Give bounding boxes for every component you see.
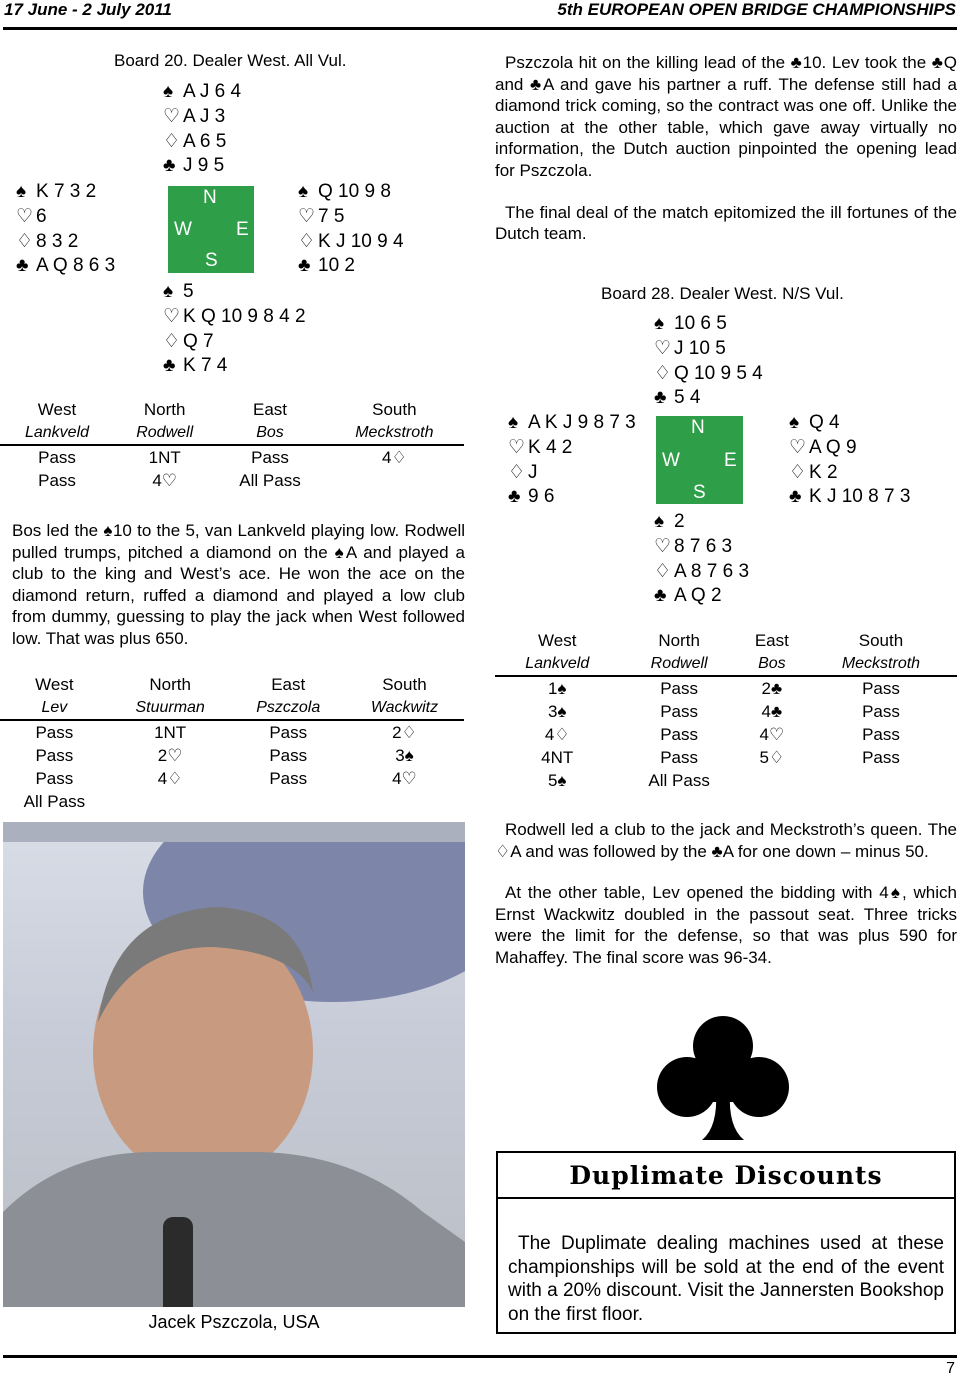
auction-row [495, 746, 957, 769]
board20-title: Board 20. Dealer West. All Vul. [114, 51, 347, 70]
board20-east-hand [298, 180, 404, 279]
auction-row [0, 469, 464, 492]
suit-row: ♡ K Q 10 9 8 4 2 [163, 305, 306, 330]
suit-row: ♣ A Q 2 [654, 584, 749, 609]
bid: 5♢ [759, 747, 785, 767]
footer-rule [3, 1355, 957, 1358]
header-rule [3, 27, 957, 30]
auction-players-row [0, 421, 464, 445]
suit-row: ♣ 9 6 [508, 485, 636, 510]
auction-row [495, 723, 957, 746]
bid: Pass [38, 470, 76, 490]
suit-row: ♢ A 8 7 6 3 [654, 560, 749, 585]
suit-row: ♡ J 10 5 [654, 337, 763, 362]
bid: 2♢ [392, 722, 417, 742]
club-icon: ♣ [163, 155, 176, 177]
auction-players-row [495, 652, 957, 676]
club-icon: ♣ [789, 486, 802, 508]
suit-row: ♢ K 2 [789, 461, 910, 486]
compass-n: N [691, 417, 705, 438]
auction-table-1 [0, 398, 464, 492]
col-west: West [37, 399, 77, 419]
bid: Pass [660, 724, 699, 744]
player-east: Pszczola [232, 696, 345, 720]
spade-icon: ♠ [654, 511, 665, 532]
bid: 4NT [541, 747, 574, 767]
bid: Pass [862, 747, 900, 767]
heart-icon: ♡ [298, 205, 316, 227]
bid [805, 769, 957, 792]
auction-row [0, 790, 464, 813]
photo-caption: Jacek Pszczola, USA [3, 1307, 465, 1337]
col-east: East [253, 399, 288, 419]
compass-e: E [236, 219, 249, 240]
bid: Pass [38, 447, 76, 467]
club-icon: ♣ [654, 585, 667, 607]
auction-row [495, 769, 957, 792]
bid: Pass [269, 745, 308, 765]
bid: Pass [862, 701, 900, 721]
auction-header-row [0, 398, 464, 421]
bid: 3♠ [547, 701, 567, 721]
player-west: Lev [0, 696, 109, 720]
auction-row [495, 700, 957, 723]
auction-header-row [495, 629, 957, 652]
col-west: West [538, 630, 577, 650]
auction-row [0, 767, 464, 790]
diamond-icon: ♢ [789, 461, 807, 483]
bid: 4♡ [392, 768, 417, 788]
heart-icon: ♡ [789, 436, 807, 458]
club-icon: ♣ [298, 255, 311, 277]
heart-icon: ♡ [654, 337, 672, 359]
bid [739, 769, 805, 792]
bid: Pass [862, 724, 900, 744]
suit-row: ♢ 8 3 2 [16, 230, 115, 255]
suit-row: ♠ 5 [163, 280, 306, 305]
bid: 1♠ [547, 678, 567, 698]
ad-title: Duplimate Discounts [569, 1161, 883, 1190]
bid [325, 469, 464, 492]
suit-row: ♢ J [508, 461, 636, 486]
compass-e: E [724, 450, 737, 471]
bid: Pass [862, 678, 900, 698]
board20-west-hand [16, 180, 115, 279]
bid: All Pass [239, 470, 301, 490]
compass-w: W [174, 219, 192, 240]
suit-row: ♣ 10 2 [298, 254, 404, 279]
suit-row: ♠ K 7 3 2 [16, 180, 115, 205]
board28-south-hand [654, 510, 749, 609]
suit-row: ♣ 5 4 [654, 386, 763, 411]
board28-north-hand [654, 312, 763, 411]
suit-row: ♠ A K J 9 8 7 3 [508, 411, 636, 436]
board20-south-hand [163, 280, 306, 379]
col-south: South [382, 674, 427, 694]
bid: 4♢ [544, 724, 570, 744]
bid: Pass [660, 701, 699, 721]
suit-row: ♣ A Q 8 6 3 [16, 254, 115, 279]
diamond-icon: ♢ [654, 362, 672, 384]
compass-s: S [205, 250, 218, 271]
bid: All Pass [648, 770, 710, 790]
bid: 4♡ [759, 724, 785, 744]
bid: Pass [251, 447, 289, 467]
club-icon: ♣ [16, 255, 29, 277]
compass-w: W [662, 450, 680, 471]
bid: Pass [35, 768, 74, 788]
bid: Pass [269, 768, 308, 788]
player-north: Stuurman [109, 696, 232, 720]
paragraph: Rodwell led a club to the jack and Meckstroth’s queen. The ♢A and was followed by the ♣A for one down – minus 50. [495, 820, 957, 861]
suit-row: ♣ J 9 5 [163, 154, 241, 179]
player-south: Wackwitz [345, 696, 464, 720]
header-event: 5th EUROPEAN OPEN BRIDGE CHAMPIONSHIPS [557, 0, 956, 19]
player-north: Rodwell [114, 421, 215, 445]
paragraph: Pszczola hit on the killing lead of the ♣10. Lev took the ♣Q and ♣A and gave his partner a ruff. The defense still had a diamond trick coming, so the contract was one off. Unlike the auction at the other table, which gave away virtually no information, the Dutch auction pinpointed the opening lead for Pszczola. [495, 53, 957, 180]
bid: Pass [35, 722, 74, 742]
bid: Pass [35, 745, 74, 765]
heart-icon: ♡ [163, 105, 181, 127]
spade-icon: ♠ [508, 412, 519, 433]
diamond-icon: ♢ [16, 230, 34, 252]
club-icon: ♣ [508, 486, 521, 508]
suit-row: ♡ 7 5 [298, 205, 404, 230]
auction-header-row [0, 673, 464, 696]
body-text-2 [495, 52, 957, 245]
bid: Pass [660, 678, 699, 698]
col-north: North [143, 399, 186, 419]
diamond-icon: ♢ [163, 130, 181, 152]
ad-title-rule [498, 1197, 954, 1199]
diamond-icon: ♢ [163, 330, 181, 352]
auction-table-3 [495, 629, 957, 792]
suit-row: ♠ 2 [654, 510, 749, 535]
suit-row: ♣ K J 10 8 7 3 [789, 485, 910, 510]
player-east: Bos [215, 421, 324, 445]
player-south: Meckstroth [325, 421, 464, 445]
auction-row [0, 720, 464, 744]
suit-row: ♡ A J 3 [163, 105, 241, 130]
bid: Pass [660, 747, 699, 767]
board28-title: Board 28. Dealer West. N/S Vul. [601, 284, 844, 303]
auction-row [0, 445, 464, 469]
bid: All Pass [23, 791, 86, 811]
header-date: 17 June - 2 July 2011 [4, 0, 172, 19]
bid: 1NT [148, 447, 181, 467]
bid: 4♡ [152, 470, 178, 490]
board20-compass [168, 186, 254, 273]
bid: 2♣ [761, 678, 783, 698]
bid: 4♢ [381, 447, 407, 467]
compass-s: S [693, 482, 706, 503]
suit-row: ♠ Q 10 9 8 [298, 180, 404, 205]
heart-icon: ♡ [508, 436, 526, 458]
player-east: Bos [739, 652, 805, 676]
suit-row: ♢ Q 10 9 5 4 [654, 362, 763, 387]
board20-north-hand [163, 80, 241, 179]
club-icon [650, 1012, 796, 1142]
suit-row: ♡ 6 [16, 205, 115, 230]
paragraph: Bos led the ♠10 to the 5, van Lankveld playing low. Rodwell pulled trumps, pitched a diamond on the ♠A and played a club to the king and West’s ace. He won the ace on the diamond return, ruffed a diamond and played a low club from dummy, guessing to play the jack when West followed low. That was plus 650. [12, 521, 465, 648]
auction-row [495, 676, 957, 700]
ad-body: The Duplimate dealing machines used at these championships will be sold at the end of the event with a 20% discount. Visit the Jannersten Bookshop on the first floor. [508, 1233, 944, 1325]
background-shape [3, 822, 465, 842]
player-west: Lankveld [495, 652, 619, 676]
body-text-1 [12, 520, 465, 650]
club-icon: ♣ [163, 355, 176, 377]
bid: 2♡ [157, 745, 183, 765]
suit-row: ♠ Q 4 [789, 411, 910, 436]
auction-players-row [0, 696, 464, 720]
diamond-icon: ♢ [298, 230, 316, 252]
bid [232, 790, 345, 813]
auction-table-2 [0, 673, 464, 813]
auction-row [0, 744, 464, 767]
suit-row: ♡ 8 7 6 3 [654, 535, 749, 560]
board28-west-hand [508, 411, 636, 510]
bid: 1NT [154, 722, 187, 742]
duplimate-ad-box [496, 1151, 956, 1334]
diamond-icon: ♢ [654, 560, 672, 582]
col-east: East [754, 630, 789, 650]
suit-row: ♣ K 7 4 [163, 354, 306, 379]
suit-row: ♢ Q 7 [163, 330, 306, 355]
player-south: Meckstroth [805, 652, 957, 676]
paragraph: The final deal of the match epitomized the ill fortunes of the Dutch team. [495, 202, 957, 244]
club-icon: ♣ [654, 387, 667, 409]
player-north: Rodwell [619, 652, 738, 676]
heart-icon: ♡ [654, 535, 672, 557]
spade-icon: ♠ [163, 81, 174, 102]
spade-icon: ♠ [298, 181, 309, 202]
spade-icon: ♠ [789, 412, 800, 433]
suit-row: ♠ 10 6 5 [654, 312, 763, 337]
col-south: South [858, 630, 904, 650]
player-photo [3, 822, 465, 1337]
spade-icon: ♠ [16, 181, 27, 202]
board28-compass [656, 416, 743, 504]
heart-icon: ♡ [16, 205, 34, 227]
bid: 4♣ [761, 701, 783, 721]
suit-row: ♡ A Q 9 [789, 436, 910, 461]
compass-n: N [203, 187, 217, 208]
suit-row: ♡ K 4 2 [508, 436, 636, 461]
col-south: South [372, 399, 417, 419]
body-text-3 [495, 819, 957, 969]
spade-icon: ♠ [163, 281, 174, 302]
bid [345, 790, 464, 813]
club-icon-graphic [650, 1012, 796, 1142]
bid: 5♠ [547, 770, 567, 790]
col-east: East [271, 674, 306, 694]
board28-east-hand [789, 411, 910, 510]
paragraph: At the other table, Lev opened the bidding with 4♠, which Ernst Wackwitz doubled in the passout seat. Three tricks were the limit for the defense, so that was plus 590 for Mahaffey. The final score was 96-34. [495, 883, 957, 967]
bid: Pass [269, 722, 308, 742]
bid [109, 790, 232, 813]
suit-row: ♠ A J 6 4 [163, 80, 241, 105]
col-north: North [658, 630, 700, 650]
col-west: West [35, 674, 74, 694]
page-number: 7 [946, 1360, 955, 1377]
col-north: North [149, 674, 191, 694]
bid: 4♢ [157, 768, 183, 788]
bid: 3♠ [395, 745, 414, 765]
photo-illustration [3, 822, 465, 1337]
suit-row: ♢ K J 10 9 4 [298, 230, 404, 255]
heart-icon: ♡ [163, 305, 181, 327]
diamond-icon: ♢ [508, 461, 526, 483]
spade-icon: ♠ [654, 313, 665, 334]
suit-row: ♢ A 6 5 [163, 130, 241, 155]
player-west: Lankveld [0, 421, 114, 445]
